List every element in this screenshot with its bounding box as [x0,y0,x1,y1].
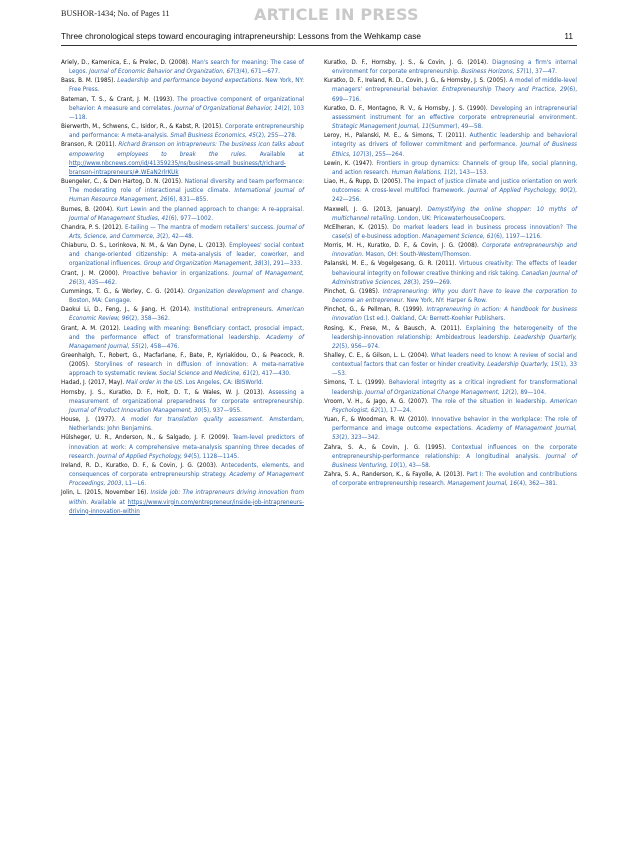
reference-authors: Vroom, V. H., & Jago, A. G. (2007). [324,397,432,405]
reference-authors: Zahra, S. A., & Covin, J. G. (1995). [324,443,452,451]
reference-entry [324,205,577,223]
reference-details: (2), 143—153. [447,168,489,176]
reference-authors: Burnes, B. (2004). [61,205,117,213]
reference-title: Frontiers in group dynamics: Channels of group life, social planning, and action research. [332,159,578,176]
reference-entry [324,223,577,241]
reference-url[interactable]: http://www.nbcnews.com/id/41359235/ns/business-small_business/t/richard-branson-intrapreneurs/#.WEaN2rlrKUk [69,159,286,176]
reference-source: Mail order in the US [126,379,183,387]
reference-title: Innovative behavior in the workplace: The role of performance and image outcome expectations. [332,416,577,433]
reference-details: . Los Angeles, CA: IBISWorld. [182,379,264,387]
reference-authors: Zahra, S. A., Randerson, K., & Fayolle, A. (2013). [324,471,467,479]
reference-entry [324,415,577,442]
reference-source: Richard Branson on intrapreneurs: The business icon talks about empowering employees to break the rules [69,141,304,158]
reference-entry [61,305,304,323]
reference-source: Journal of Economic Behavior and Organization, 67 [89,68,234,76]
reference-source: Business Horizons, 57 [461,68,524,76]
reference-authors: Kuratko, D. F., Hornsby, J. S., & Covin, J. G. (2014). [324,59,493,66]
reference-authors: Grant, A. M. (2012). [61,324,124,332]
reference-source: American Psychologist, 62 [332,397,577,414]
reference-authors: Greenhalgh, T., Robert, G., Macfarlane, F., Bate, P., Kyriakidou, O., & Peacock, R. (2005). [61,352,304,369]
reference-source: A model for translation quality assessment [121,416,262,424]
reference-source: Academy of Management Journal, 53 [332,425,577,442]
reference-authors: Jolin, L. (2015, November 16). [61,489,151,497]
reference-source: Journal of Applied Psychology, 94 [97,452,192,460]
reference-entry [61,378,304,387]
reference-source: Intrapreneuring in action: A handbook for business innovation [332,306,578,323]
reference-details: (5), 1128—1145. [191,452,240,460]
reference-authors: Leroy, H., Palanski, M. E., & Simons, T. (2011). [324,132,470,140]
reference-source: Academy of Management Proceedings, 2003 [69,471,304,488]
reference-title: Contextual influences on the corporate entrepreneurship-performance relationship: A longitudinal analysis. [332,443,577,460]
references-column-left [61,58,304,516]
reference-source: Inside job: The intrapreneurs driving innovation from within [69,489,304,506]
reference-authors: Chandra, P. S. (2012). [61,223,125,231]
reference-authors: Branson, R. (2011). [61,141,119,149]
top-bar [61,5,577,24]
reference-source: Journal of Product Innovation Management, 30 [69,406,202,414]
reference-entry [61,140,304,177]
reference-authors: Liao, H., & Rupp, D. (2005). [324,178,405,186]
references-column-right [324,58,577,488]
reference-source: Journal of Business Ethics, 107 [332,141,577,158]
reference-source: Organization development and change [187,287,303,295]
reference-title: Proactive behavior in organizations. [122,269,233,277]
reference-title: Explaining the heterogeneity of the leadership-innovation relationship: Ambidextrous leadership. [332,324,577,341]
reference-title: Virtuous creativity: The effects of leader behavioural integrity on follower creative thinking and risk taking. [332,260,577,277]
reference-details: . Mason, OH: South-Western/Thomson. [361,251,472,259]
reference-source: International Journal of Human Resource Management, 26 [69,187,304,204]
reference-title: E-tailing — The mantra of modern retailers' success. [124,223,277,231]
reference-source: Journal of Applied Psychology, 90 [468,187,568,195]
reference-authors: Ariely, D., Kamenica, E., & Prelec, D. (2008). [61,59,192,66]
reference-authors: Shalley, C. E., & Gilson, L. L. (2004). [324,352,431,359]
reference-details: (6), 977—1002. [168,214,214,222]
reference-entry [61,241,304,268]
reference-source: Intrapreneuring: Why you don't have to leave the corporation to become an entrepreneur [332,287,577,305]
reference-details: (5), 937—955. [201,406,242,414]
reference-entry [324,177,577,204]
reference-entry [61,95,304,122]
reference-entry [324,76,577,103]
reference-title: A model of middle-level managers' entrepreneurial behavior. [332,77,577,94]
reference-details: (4), 362—381. [517,480,558,488]
reference-details: (2), 255—278. [255,132,297,140]
page-number: 11 [564,31,573,41]
reference-entry [61,488,304,515]
reference-title: Antecedents, elements, and consequences of corporate entrepreneurship strategy. [69,461,305,479]
reference-details: (2), 42—48. [160,232,194,240]
reference-authors: Cummings, T. G., & Worley, C. G. (2014). [61,287,188,295]
running-title: Three chronological steps toward encouraging intrapreneurship: Lessons from the Wehkamp case [61,31,422,41]
reference-authors: Daokui Li, D., Feng, J., & Jiang, H. (2014). [61,306,195,314]
reference-entry [324,58,577,76]
reference-authors: Hornsby, J. S., Kuratko, D. F., Holt, D. T., & Wales, W. J. (2013). [61,388,269,396]
reference-details: (1), 37—47. [523,68,557,76]
reference-entry [61,415,304,433]
reference-entry [61,58,304,76]
reference-details: (1st ed.). Oakland, CA: Berrett-Koehler Publishers. [361,315,506,323]
reference-authors: Hadad, J. (2017, May). [61,379,127,387]
reference-title: Institutional entrepreneurs. [194,306,278,314]
reference-authors: Morris, M. H., Kuratko, D. F., & Covin, J. G. (2008). [324,242,483,250]
reference-title: Storylines of research in diffusion of innovation: A meta-narrative approach to systematic review. [69,361,305,378]
reference-title: National diversity and team performance: The moderating role of interactional justice climate. [69,178,304,195]
reference-authors: Bass, B. M. (1985). [61,77,118,85]
reference-source: Journal of Management, 26 [69,269,304,286]
reference-details: (6), 831—855. [167,196,209,204]
reference-entry [61,122,304,140]
reference-authors: Pinchot, G. (1985). [324,287,383,295]
reference-details: (6), 699—716. [332,86,577,103]
reference-authors: Lewin, K. (1947). [324,159,377,167]
reference-entry [324,241,577,259]
reference-authors: Palanski, M. E., & Vogelgesang, G. R. (2011). [324,260,459,268]
reference-authors: Crant, J. M. (2000). [61,269,123,277]
reference-url[interactable]: https://www.virgin.com/entrepreneur/inside-job-intrapreneurs-driving-innovation-within [69,498,304,515]
reference-details: (2), 323—342. [339,434,380,442]
reference-authors: Bierwerth, M., Schwens, C., Isidor, R., & Kabst, R. (2015). [61,123,225,131]
reference-title: Diagnosing a firm's internal environment for corporate entrepreneurship. [332,59,577,76]
reference-details: . London, UK: PricewaterhouseCoopers. [394,214,506,222]
reference-details: (5), 956—974. [339,342,380,350]
reference-link[interactable] [126,379,263,386]
reference-authors: McElheran, K. (2015). [324,223,393,231]
reference-source: Journal of Arts, Science, and Commerce, 3 [69,223,304,240]
reference-source: Leadership Quarterly, 22 [332,333,577,350]
reference-title: Developing an intrapreneurial assessment instrument for an effective corporate entrepreneurial environment. [332,104,578,121]
reference-entry [61,433,304,460]
reference-source: Group and Organization Management, 38 [143,260,262,268]
reference-entry [61,205,304,223]
reference-title: Authentic leadership and behavioral integrity as drivers of follower commitment and performance. [332,132,577,149]
reference-details: (Summer), 49—58. [429,123,483,131]
reference-source: Journal of Organizational Change Management, 12 [365,388,509,396]
reference-authors: Bateman, T. S., & Crant, J. M. (1993). [61,95,178,103]
reference-source: Academy of Management Journal, 55 [69,333,304,350]
reference-authors: Simons, T. L. (1999). [324,379,389,387]
reference-details: . New York, NY: Harper & Row. [402,297,487,305]
reference-entry [324,443,577,470]
reference-entry [324,259,577,286]
reference-details: (1), 33—53. [332,361,577,378]
reference-authors: House, J. (1977). [61,416,122,424]
reference-entry [61,287,304,305]
reference-source: Journal of Organizational Behavior, 14 [174,104,282,112]
reference-entry [324,351,577,378]
reference-entry [61,388,304,415]
reference-entry [61,177,304,204]
reference-authors: Buengeler, C., & Den Hartog, D. N. (2015). [61,178,185,186]
reference-title: Leading with meaning: Beneficiary contact, prosocial impact, and the performance effect of transformational leadership. [69,324,304,341]
reference-title: The proactive component of organizational behavior: A measure and correlates. [69,95,304,112]
reference-entry [324,324,577,351]
reference-authors: Hülsheger, U. R., Anderson, N., & Salgado, J. F. (2009). [61,434,233,442]
reference-source: American Economic Review, 96 [69,306,304,323]
reference-title: Behavioral integrity as a critical ingredient for transformational leadership. [332,379,577,396]
reference-details: (2), 103—118. [69,104,304,121]
reference-entry [324,131,577,158]
article-in-press-banner: ARTICLE IN PRESS [254,5,419,24]
reference-entry [61,223,304,241]
reference-source: Strategic Management Journal, 11 [332,123,430,131]
reference-details: (2), 458—476. [138,342,180,350]
reference-title: Employees' social context and change-oriented citizenship: A meta-analysis of leader, coworker, and organizational influences. [69,242,304,268]
reference-entry [324,470,577,488]
reference-details: (2), 242—256. [332,187,577,204]
reference-details: (3), 255—264. [363,150,405,158]
reference-entry [324,378,577,396]
reference-details: (1), 17—24. [378,406,412,414]
reference-authors: Kuratko, D. F., Ireland, R. D., Covin, J. G., & Hornsby, J. S. (2005). [324,77,510,85]
reference-source: Entrepreneurship Theory and Practice, 29 [442,86,568,94]
reference-link[interactable] [69,361,304,377]
reference-title: Team-level predictors of innovation at work: A comprehensive meta-analysis spanning three decades of research. [69,434,304,460]
reference-entry [324,104,577,131]
reference-source: Journal of Business Venturing, 10 [332,452,577,469]
reference-details: (2), 89—104. [508,388,546,396]
reference-source: Demystifying the online shopper: 10 myths of multichannel retailing [332,205,577,222]
reference-title: The impact of justice climate and justice orientation on work outcomes: A cross-level multifoci framework. [332,178,577,195]
reference-title: Corporate entrepreneurship and performance: A meta-analysis. [69,123,304,140]
reference-source: Small Business Economics, 45 [170,132,256,140]
reference-entry [324,397,577,415]
reference-source: Social Science and Medicine, 61 [159,370,251,378]
reference-details: . Available at [245,150,304,158]
reference-entry [324,305,577,323]
reference-source: Human Relations, 1 [391,168,448,176]
reference-entry [61,324,304,351]
reference-entry [61,76,304,94]
reference-entry [324,159,577,177]
reference-title: Do market leaders lead in business process innovation? The case(s) of e-business adoption. [332,223,577,240]
reference-details: (2), 358—362. [129,315,170,323]
reference-title: The role of the situation in leadership. [431,397,551,405]
reference-details: . Available at [86,498,128,506]
reference-details: (3), 291—333. [261,260,303,268]
reference-details: . New York, NY: Free Press. [69,77,305,94]
reference-source: Management Science, 61 [422,232,494,240]
reference-entry [324,287,577,305]
running-header [61,31,577,46]
reference-authors: Maxwell, J. G. (2013, January). [324,205,428,213]
reference-source: Leadership and performance beyond expectations [117,77,262,85]
reference-details: (3), 259—269. [410,278,452,286]
reference-details: (2), 417—430. [250,370,291,378]
reference-details: , L1—L6. [121,480,147,488]
reference-source: Corporate entrepreneurship and innovation [332,242,578,259]
reference-source: Leadership Quarterly, 15 [487,361,558,369]
reference-details: . Amsterdam, Netherlands: John Benjamins. [69,416,304,433]
reference-title: Assessing a measurement of organizational preparedness for corporate entrepreneurship. [69,388,304,405]
reference-title: Part I: The evolution and contributions of corporate entrepreneurship research. [332,471,577,488]
article-reference-code: BUSHOR-1434; No. of Pages 11 [61,9,170,18]
reference-details: . Boston, MA: Cengage. [69,287,304,305]
reference-source: Canadian Journal of Administrative Sciences, 28 [332,269,577,286]
reference-title: Kurt Lewin and the planned approach to change: A re-appraisal. [116,205,304,213]
reference-details: (6), 1197—1216. [493,232,542,240]
reference-entry [61,269,304,287]
reference-entry [61,461,304,488]
reference-authors: Ireland, R. D., Kuratko, D. F., & Covin, J. G. (2003). [61,461,222,469]
reference-source: Journal of Management Studies, 41 [69,214,169,222]
reference-title: What leaders need to know: A review of social and contextual factors that can foster or hinder creativity. [332,352,577,369]
reference-details: (3/4), 671—677. [233,68,280,76]
reference-authors: Rosing, K., Frese, M., & Bausch, A. (2011). [324,324,466,332]
reference-title: Man's search for meaning: The case of Legos. [69,59,305,76]
reference-authors: Pinchot, G., & Pellman, R. (1999). [324,306,427,314]
reference-details: (1), 43—58. [397,461,431,469]
reference-entry [61,351,304,378]
reference-authors: Chiaburu, D. S., Lorinkova, N. M., & Van Dyne, L. (2013). [61,242,230,250]
reference-details: (3), 435—462. [76,278,117,286]
reference-authors: Yuan, F., & Woodman, R. W. (2010). [324,416,432,424]
reference-authors: Kuratko, D. F., Montagno, R. V., & Hornsby, J. S. (1990). [324,104,491,112]
reference-source: Management Journal, 16 [447,480,517,488]
